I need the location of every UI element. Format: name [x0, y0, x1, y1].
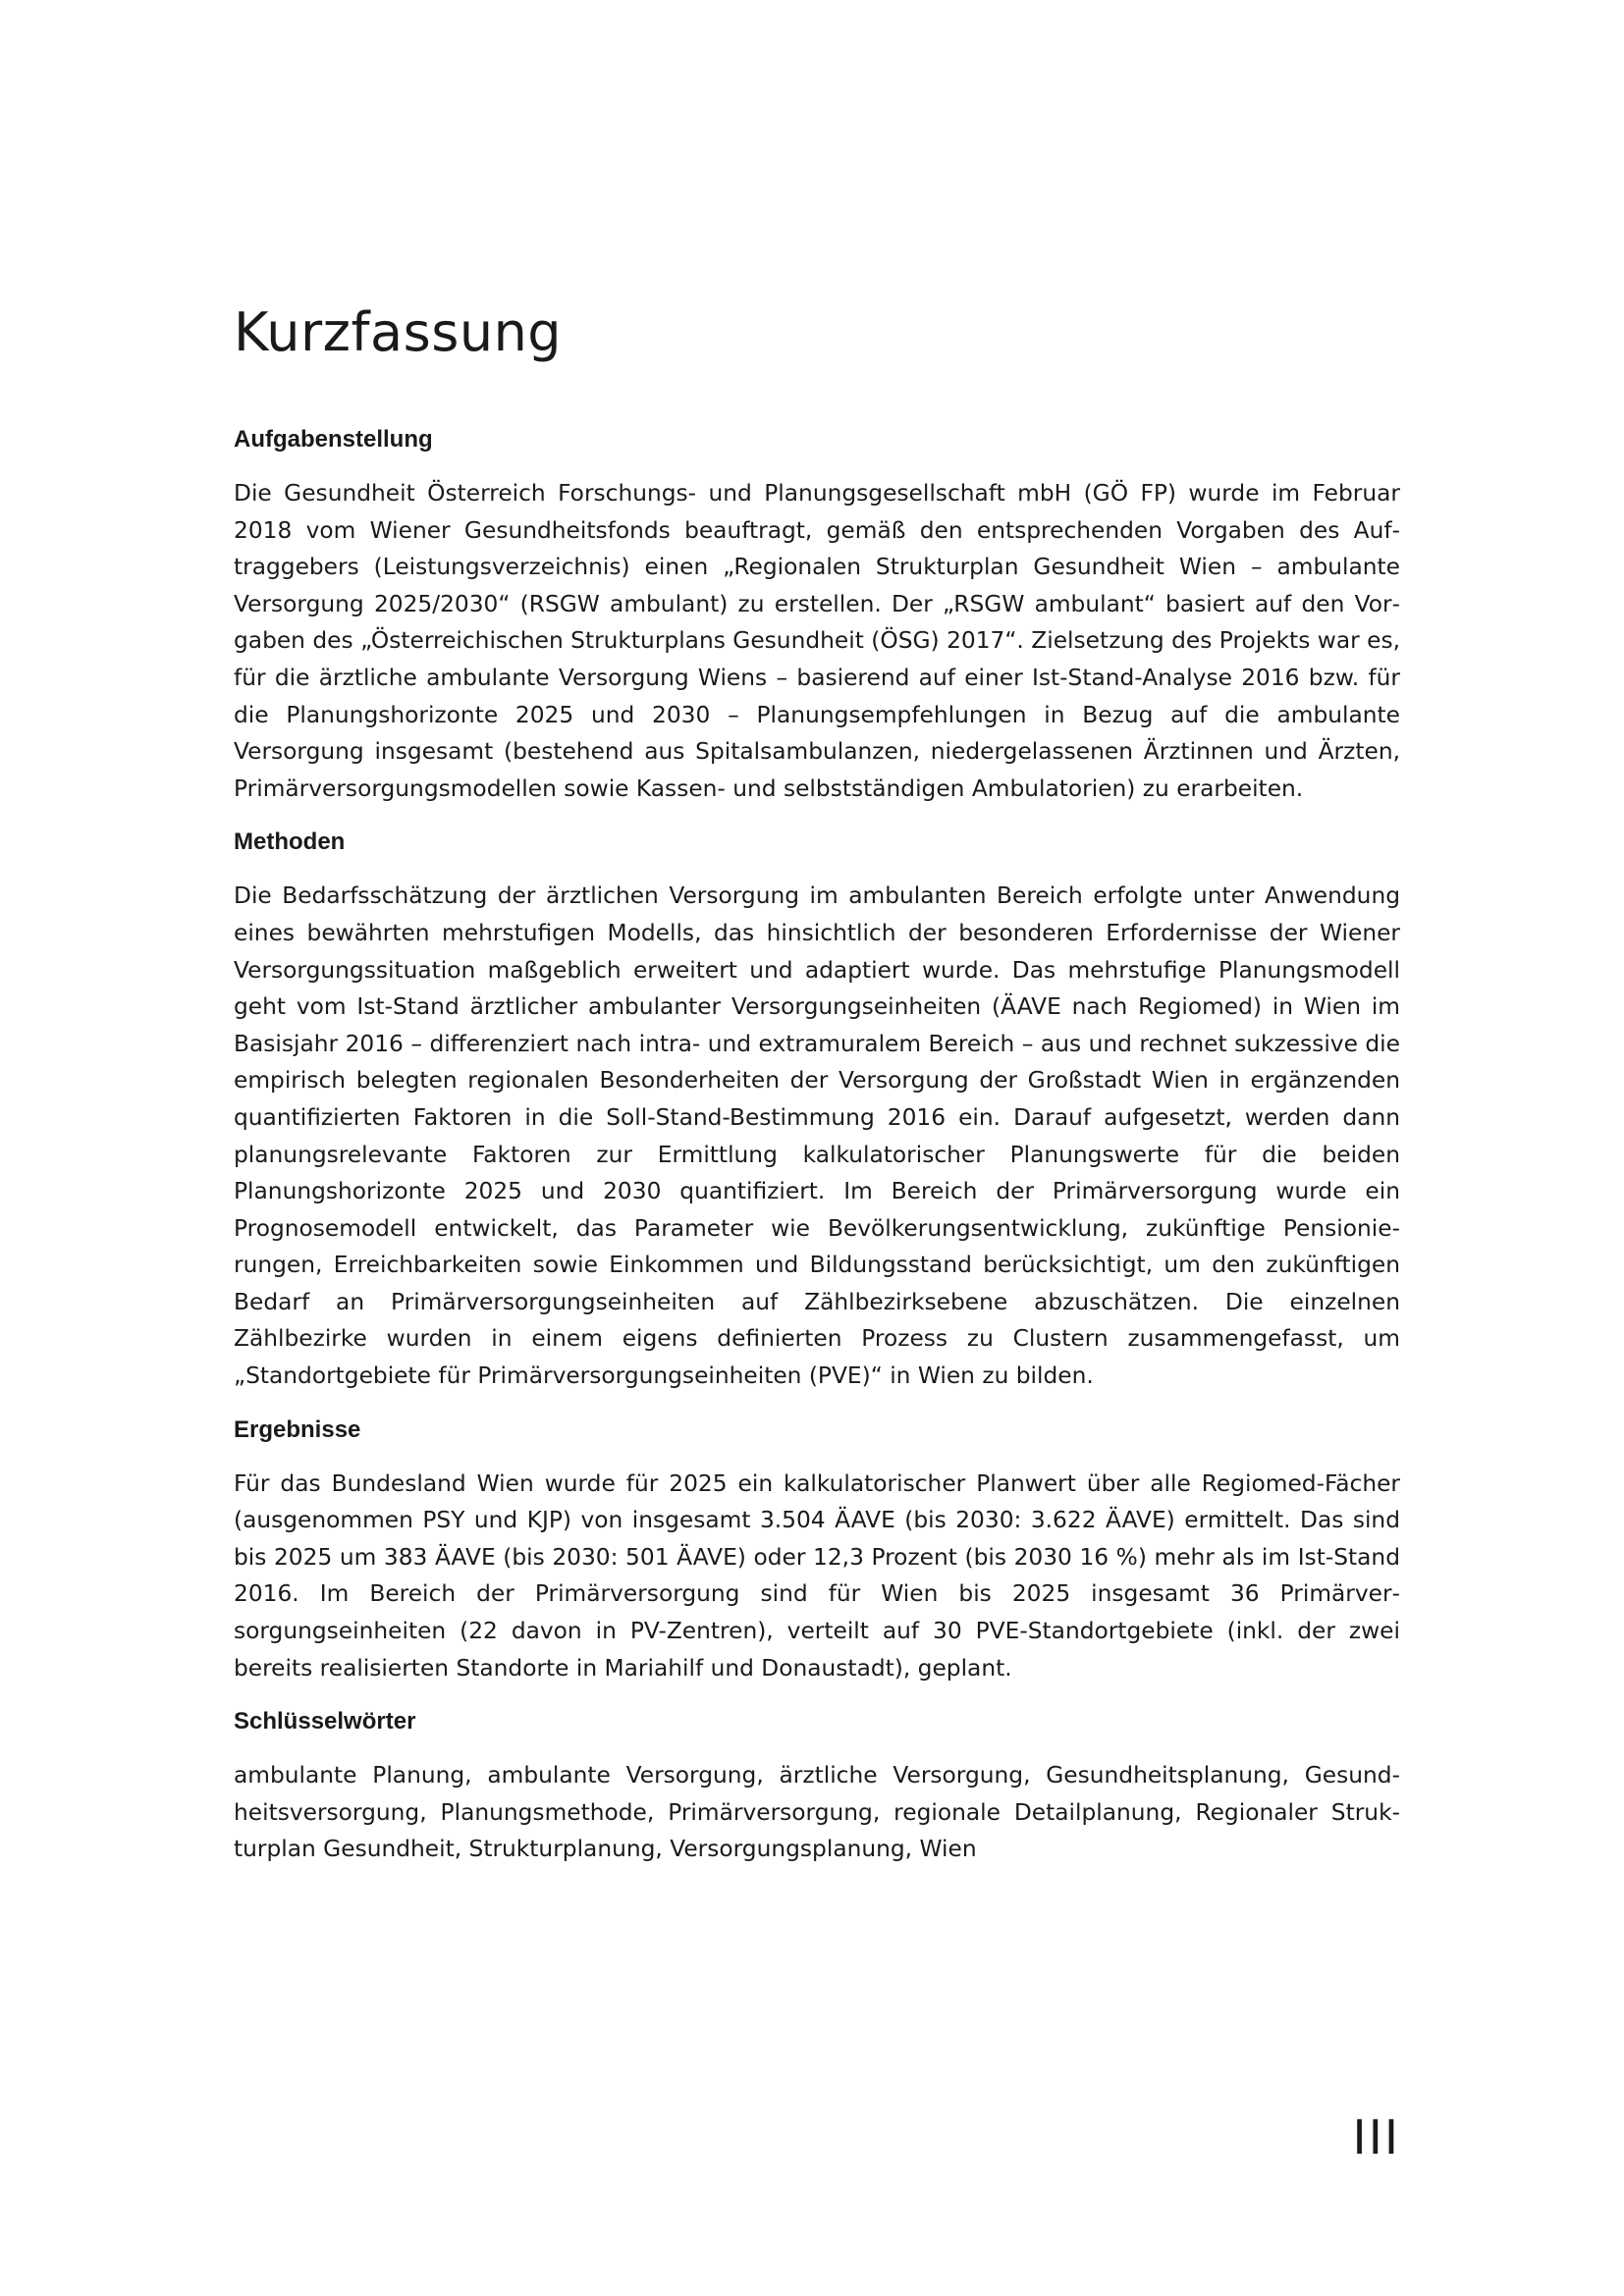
section-heading: Ergebnisse	[234, 1415, 361, 1443]
section-paragraph: Die Gesundheit Österreich Forschungs- und Planungsgesellschaft mbH (GÖ FP) wurde im Februar 2018 vom Wiener Gesundheitsfonds beauftragt, gemäß den entsprechenden Vorgaben des Auftraggebers (Leistungsverzeichnis) einen „Regionalen Strukturplan Gesundheit Wien – ambulante Versorgung 2025/2030“ (RSGW ambulant) zu erstellen. Der „RSGW ambulant“ basiert auf den Vorgaben des „Österreichischen Strukturplans Gesundheit (ÖSG) 2017“. Zielsetzung des Projekts war es, für die ärztliche ambulante Versorgung Wiens – basierend auf einer Ist-Stand-Analyse 2016 bzw. für die Planungshorizonte 2025 und 2030 – Planungsempfehlungen in Bezug auf die ambulante Versorgung insgesamt (bestehend aus Spitalsambulanzen, niedergelassenen Ärztinnen und Ärzten, Primärversorgungsmodellen sowie Kassen- und selbstständigen Ambulatorien) zu erarbeiten.	[234, 480, 1400, 802]
section-paragraph: Die Bedarfsschätzung der ärztlichen Versorgung im ambulanten Bereich erfolgte unter Anwendung eines bewährten mehrstufigen Modells, das hinsichtlich der besonderen Erfordernisse der Wiener Versorgungssituation maßgeblich erweitert und adaptiert wurde. Das mehrstufige Planungsmodell geht vom Ist-Stand ärztlicher ambulanter Versorgungseinheiten (ÄAVE nach Regiomed) in Wien im Basisjahr 2016 – differenziert nach intra- und extramuralem Bereich – aus und rechnet sukzessive die empirisch belegten regionalen Besonderheiten der Versorgung der Großstadt Wien in ergänzenden quantifizierten Faktoren in die Soll-Stand-Bestimmung 2016 ein. Darauf aufgesetzt, werden dann planungsrelevante Faktoren zur Ermittlung kalkulatorischer Planungswerte für die beiden Planungshorizonte 2025 und 2030 quantifiziert. Im Bereich der Primärversorgung wurde ein Prognosemodell entwickelt, das Parameter wie Bevölkerungsentwicklung, zukünftige Pensionierungen, Erreichbarkeiten sowie Einkommen und Bildungsstand berücksichtigt, um den zukünftigen Bedarf an Primärversorgungseinheiten auf Zählbezirksebene abzuschätzen. Die einzelnen Zählbezirke wurden in einem eigens definierten Prozess zu Clustern zusammengefasst, um „Standortgebiete für Primärversorgungseinheiten (PVE)“ in Wien zu bilden.	[234, 882, 1400, 1390]
section-heading: Schlüsselwörter	[234, 1708, 416, 1735]
page-title: Kurzfassung	[234, 301, 563, 363]
section-paragraph: ambulante Planung, ambulante Versorgung, ärztliche Versorgung, Gesundheitsplanung, Gesundheitsversorgung, Planungsmethode, Primärversorgung, regionale Detailplanung, Regionaler Strukturplan Gesundheit, Strukturplanung, Versorgungsplanung, Wien	[234, 1762, 1400, 1863]
section-aufgabenstellung	[234, 422, 1400, 807]
section-heading: Aufgabenstellung	[234, 426, 433, 453]
section-schluesselwoerter	[234, 1704, 1400, 1868]
section-heading: Methoden	[234, 828, 346, 856]
section-methoden	[234, 825, 1400, 1394]
page-number: III	[1352, 2110, 1400, 2165]
section-ergebnisse	[234, 1413, 1400, 1687]
section-paragraph: Für das Bundesland Wien wurde für 2025 ein kalkulatorischer Planwert über alle Regiomed-Fächer (ausgenommen PSY und KJP) von insgesamt 3.504 ÄAVE (bis 2030: 3.622 ÄAVE) ermittelt. Das sind bis 2025 um 383 ÄAVE (bis 2030: 501 ÄAVE) oder 12,3 Prozent (bis 2030 16 %) mehr als im Ist-Stand 2016. Im Bereich der Primärversorgung sind für Wien bis 2025 insgesamt 36 Primärversorgungseinheiten (22 davon in PV-Zentren), verteilt auf 30 PVE-Standortgebiete (inkl. der zwei bereits realisierten Standorte in Mariahilf und Donaustadt), geplant.	[234, 1469, 1400, 1682]
page-content	[234, 294, 1400, 1886]
